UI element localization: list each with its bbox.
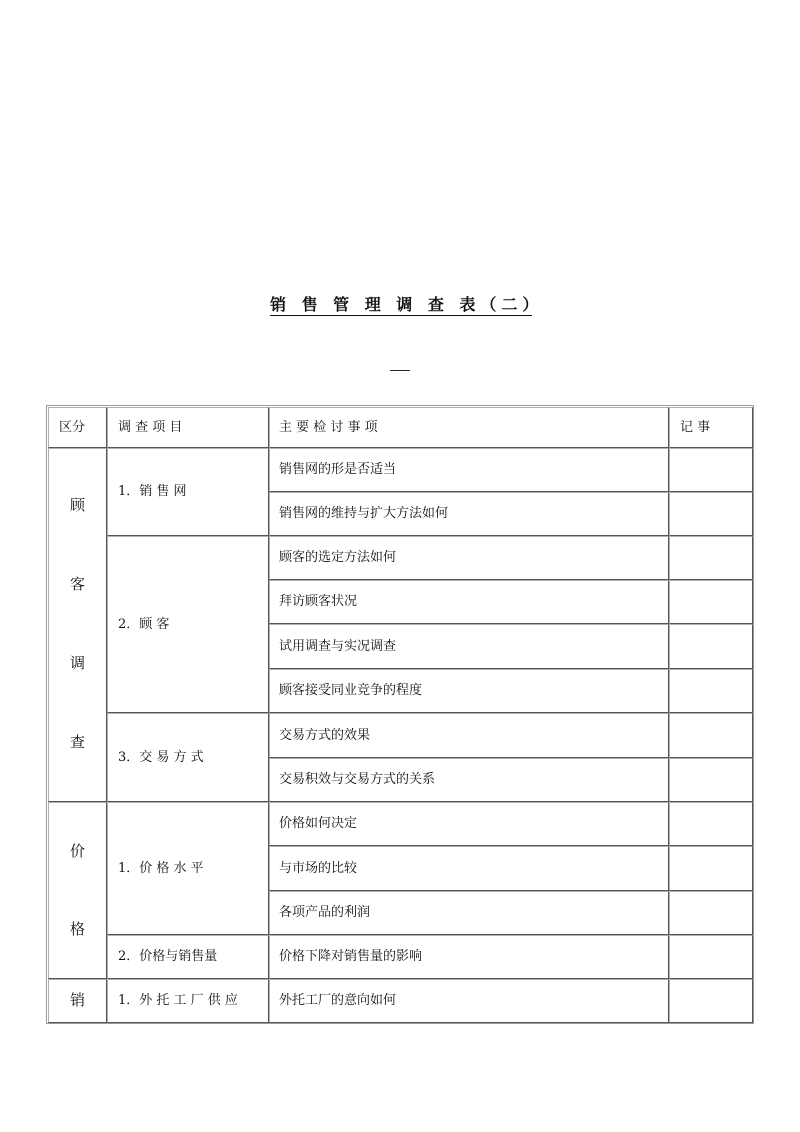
check-text: 顾客的选定方法如何 — [279, 550, 397, 565]
note-cell — [669, 713, 753, 758]
check-text: 交易积效与交易方式的关系 — [279, 772, 436, 787]
header-category-label: 区分 — [59, 419, 86, 435]
item-label: 2．顾 客 — [118, 616, 170, 632]
note-cell — [669, 492, 753, 536]
category-cell-customer — [48, 448, 107, 802]
item-label: 1．销 售 网 — [118, 484, 187, 499]
item-cell — [107, 448, 269, 536]
header-check — [269, 407, 669, 448]
check-cell — [269, 448, 669, 492]
check-text: 拜访顾客状况 — [279, 594, 358, 609]
header-item — [107, 407, 269, 448]
header-note-label: 记 事 — [680, 419, 711, 435]
header-item-label: 调 查 项 目 — [118, 419, 183, 435]
item-label: 1．外 托 工 厂 供 应 — [118, 993, 238, 1008]
note-cell — [669, 536, 753, 580]
category-char: 销 — [69, 991, 85, 1009]
note-cell — [669, 846, 753, 891]
note-cell — [669, 758, 753, 802]
check-cell — [269, 846, 669, 891]
check-cell — [269, 536, 669, 580]
check-text: 顾客接受同业竞争的程度 — [279, 683, 423, 698]
check-cell — [269, 713, 669, 758]
note-cell — [669, 891, 753, 935]
note-cell — [669, 448, 753, 492]
check-cell — [269, 802, 669, 846]
check-text: 价格如何决定 — [279, 816, 358, 831]
check-cell — [269, 979, 669, 1023]
item-cell — [107, 935, 269, 979]
category-char: 顾 — [69, 496, 85, 514]
check-text: 各项产品的利润 — [279, 905, 371, 920]
header-note — [669, 407, 753, 448]
check-text: 交易方式的效果 — [279, 727, 371, 743]
category-char: 调 — [69, 654, 85, 672]
check-cell — [269, 935, 669, 979]
check-text: 与市场的比较 — [279, 860, 358, 876]
check-text: 价格下降对销售量的影响 — [279, 949, 423, 964]
check-cell — [269, 669, 669, 713]
note-cell — [669, 624, 753, 669]
item-cell — [107, 802, 269, 935]
page-title: 销 售 管 理 调 查 表（二） — [270, 295, 544, 314]
category-cell-sales — [48, 979, 107, 1023]
item-cell — [107, 713, 269, 802]
item-cell — [107, 536, 269, 713]
note-cell — [669, 802, 753, 846]
check-text: 销售网的形是否适当 — [279, 462, 397, 477]
check-text: 外托工厂的意向如何 — [279, 993, 397, 1008]
note-cell — [669, 580, 753, 624]
check-text: 试用调查与实况调查 — [279, 638, 397, 654]
category-char: 价 — [69, 842, 85, 860]
note-cell — [669, 979, 753, 1023]
title-dash — [390, 370, 410, 371]
check-cell — [269, 580, 669, 624]
check-cell — [269, 492, 669, 536]
item-cell — [107, 979, 269, 1023]
check-cell — [269, 624, 669, 669]
check-cell — [269, 891, 669, 935]
item-label: 3．交 易 方 式 — [118, 749, 204, 765]
category-char: 查 — [69, 733, 85, 751]
header-category — [48, 407, 107, 448]
category-char: 格 — [69, 920, 85, 938]
header-check-label: 主 要 检 讨 事 项 — [279, 419, 378, 435]
check-cell — [269, 758, 669, 802]
note-cell — [669, 669, 753, 713]
note-cell — [669, 935, 753, 979]
item-label: 1．价 格 水 平 — [118, 860, 204, 876]
check-text: 销售网的维持与扩大方法如何 — [279, 506, 449, 521]
category-cell-price — [48, 802, 107, 979]
category-char: 客 — [69, 575, 85, 593]
item-label: 2．价格与销售量 — [118, 949, 218, 964]
